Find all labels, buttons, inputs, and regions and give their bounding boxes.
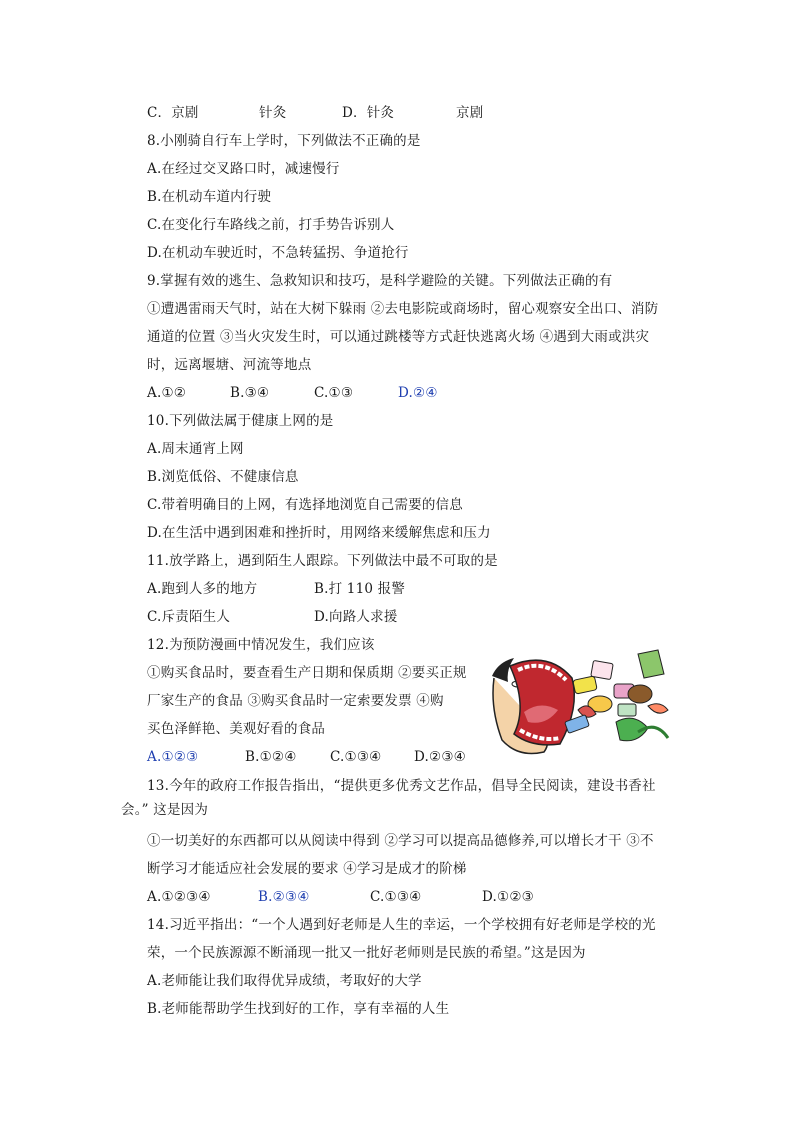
q11-option-d: D.向路人求援 — [314, 609, 398, 625]
q13-stem-line-1: 13.今年的政府工作报告指出，“提供更多优秀文艺作品，倡导全民阅读，建设书香社 — [147, 778, 656, 794]
q9-option-c: C.①③ — [314, 385, 354, 401]
q14-stem-line-1: 14.习近平指出：“一个人遇到好老师是人生的幸运，一个学校拥有好老师是学校的光 — [147, 917, 656, 933]
q8-option-b: B.在机动车道内行驶 — [147, 189, 272, 205]
q8-stem: 8.小刚骑自行车上学时，下列做法不正确的是 — [147, 133, 421, 149]
q13-options-row — [147, 888, 534, 906]
q12-stem: 12.为预防漫画中情况发生，我们应该 — [147, 637, 375, 653]
q8-option-c: C.在变化行车路线之前，打手势告诉别人 — [147, 217, 395, 233]
cartoon-mouth — [510, 660, 574, 745]
q12-option-d: D.②③④ — [414, 749, 466, 765]
q7-option-d-label: D．针灸 — [342, 105, 395, 121]
q13-body-line: 断学习才能适应社会发展的要求 ④学习是成才的阶梯 — [147, 861, 467, 877]
q12-body-line: 买色泽鲜艳、美观好看的食品 — [147, 721, 326, 737]
q11-options-row-2 — [147, 608, 398, 626]
q9-body-line: 通道的位置 ③当火灾发生时，可以通过跳楼等方式赶快逃离火场 ④遇到大雨或洪灾 — [147, 329, 650, 345]
q7-option-c-label: C．京剧 — [147, 105, 199, 121]
q14-stem-line-2: 荣，一个民族源源不断涌现一批又一批好老师则是民族的希望。”这是因为 — [147, 945, 586, 961]
q10-option-c: C.带着明确目的上网，有选择地浏览自己需要的信息 — [147, 497, 463, 513]
q11-option-a: A.跑到人多的地方 — [147, 581, 258, 597]
q12-option-c: C.①③④ — [330, 749, 382, 765]
q13-option-a: A.①②③④ — [147, 889, 211, 905]
q13-option-b: B.②③④ — [258, 889, 310, 905]
q13-option-d: D.①②③ — [482, 889, 534, 905]
q12-option-b: B.①②④ — [245, 749, 297, 765]
q10-option-a: A.周末通宵上网 — [147, 441, 244, 457]
q12-options-row — [147, 748, 466, 766]
q13-body-line: ①一切美好的东西都可以从阅读中得到 ②学习可以提高品德修养,可以增长才干 ③不 — [147, 833, 654, 849]
q9-options-row — [147, 384, 438, 402]
q10-option-b: B.浏览低俗、不健康信息 — [147, 469, 299, 485]
q14-option-b: B.老师能帮助学生找到好的工作，享有幸福的人生 — [147, 1001, 450, 1017]
q12-body-line: 厂家生产的食品 ③购买食品时一定索要发票 ④购 — [147, 693, 444, 709]
q9-option-d: D.②④ — [398, 385, 438, 401]
q11-options-row-1 — [147, 580, 405, 598]
q7-option-c-term: 针灸 — [259, 105, 287, 121]
q10-stem: 10.下列做法属于健康上网的是 — [147, 413, 334, 429]
q7-option-d-term: 京剧 — [456, 105, 484, 121]
q9-option-b: B.③④ — [230, 385, 270, 401]
q13-stem-line-2: 会。” 这是因为 — [121, 802, 209, 818]
q12-body-line: ①购买食品时，要查看生产日期和保质期 ②要买正规 — [147, 665, 467, 681]
q13-option-c: C.①③④ — [370, 889, 422, 905]
q10-option-d: D.在生活中遇到困难和挫折时，用网络来缓解焦虑和压力 — [147, 525, 491, 541]
q14-option-a: A.老师能让我们取得优异成绩，考取好的大学 — [147, 973, 422, 989]
q11-option-b: B.打 110 报警 — [314, 581, 406, 597]
food-safety-cartoon — [488, 648, 674, 760]
q11-option-c: C.斥责陌生人 — [147, 609, 231, 625]
q9-stem: 9.掌握有效的逃生、急救知识和技巧，是科学避险的关键。下列做法正确的有 — [147, 273, 613, 289]
q9-body-line: ①遭遇雷雨天气时，站在大树下躲雨 ②去电影院或商场时，留心观察安全出口、消防 — [147, 301, 659, 317]
q11-stem: 11.放学路上，遇到陌生人跟踪。下列做法中最不可取的是 — [147, 553, 498, 569]
q12-option-a: A.①②③ — [147, 749, 199, 765]
cartoon-hair — [492, 658, 514, 682]
q8-option-d: D.在机动车驶近时，不急转猛拐、争道抢行 — [147, 245, 409, 261]
q9-body-line: 时，远离堰塘、河流等地点 — [147, 357, 312, 373]
q8-option-a: A.在经过交叉路口时，减速慢行 — [147, 161, 340, 177]
q7-options-row — [147, 104, 483, 122]
q9-option-a: A.①② — [147, 385, 187, 401]
